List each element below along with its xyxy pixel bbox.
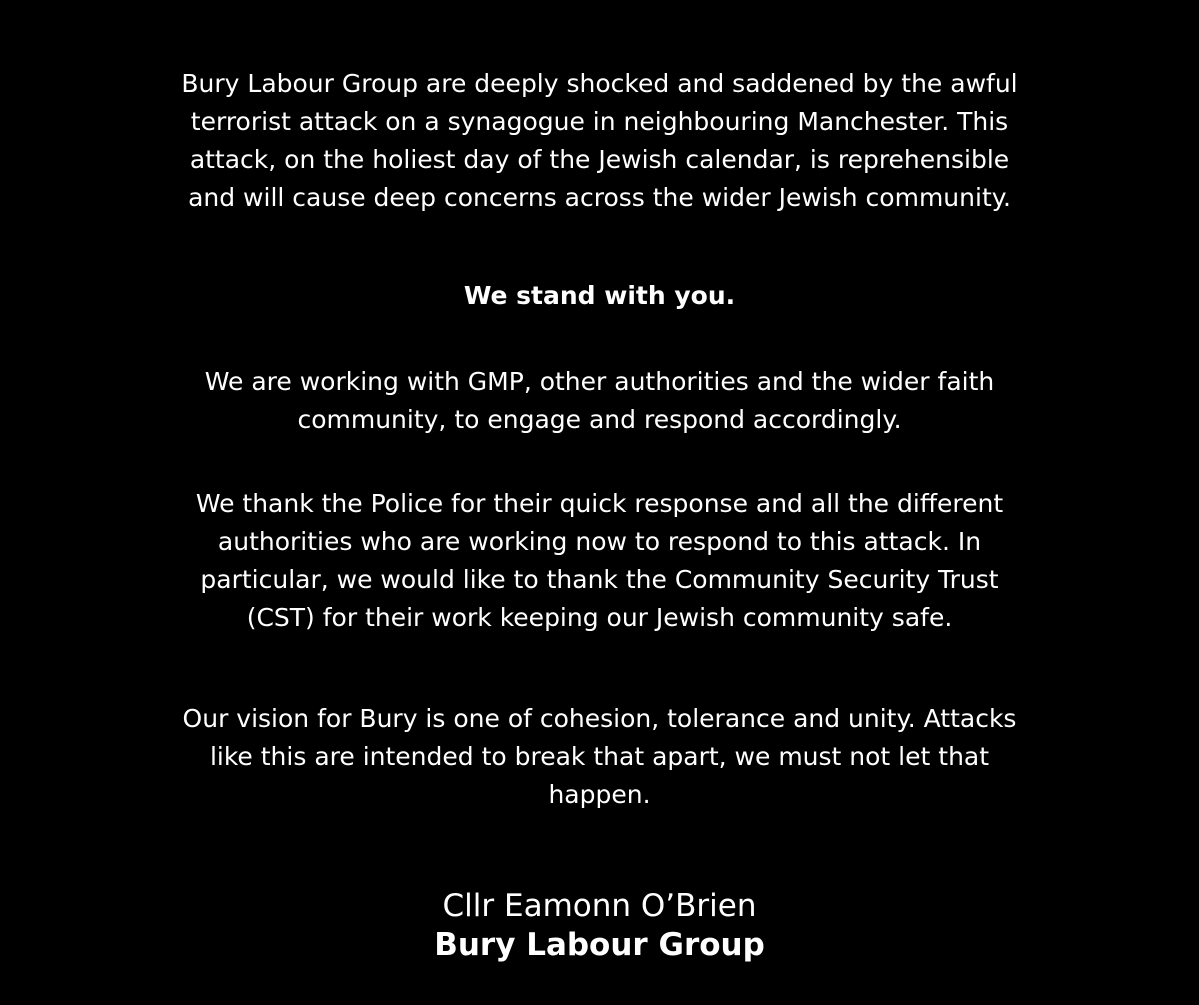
statement-paragraph-5 [0,700,1199,814]
statement-paragraph-2 [0,277,1199,315]
text-line: Our vision for Bury is one of cohesion, tolerance and unity. Attacks [182,704,1017,733]
text-line: and will cause deep concerns across the wider Jewish community. [188,183,1011,212]
text-line: like this are intended to break that apart, we must not let that [209,742,990,771]
text-line: attack, on the holiest day of the Jewish calendar, is reprehensible [189,145,1010,174]
solidarity-statement: We stand with you. [463,281,736,310]
text-line: We are working with GMP, other authorities and the wider faith [204,367,995,396]
statement-paragraph-4 [0,485,1199,637]
text-line: happen. [548,780,651,809]
text-line: terrorist attack on a synagogue in neighbouring Manchester. This [190,107,1009,136]
statement-paragraph-1 [0,65,1199,217]
organisation-name: Bury Labour Group [434,927,765,963]
text-line: community, to engage and respond accordingly. [297,405,902,434]
statement-paragraph-3 [0,363,1199,439]
text-line: We thank the Police for their quick response and all the different [195,489,1004,518]
signature-block [0,887,1199,965]
signatory-name: Cllr Eamonn O’Brien [442,888,757,924]
text-line: authorities who are working now to respond to this attack. In [217,527,982,556]
text-line: Bury Labour Group are deeply shocked and saddened by the awful [181,69,1018,98]
text-line: (CST) for their work keeping our Jewish community safe. [246,603,953,632]
text-line: particular, we would like to thank the Community Security Trust [200,565,999,594]
